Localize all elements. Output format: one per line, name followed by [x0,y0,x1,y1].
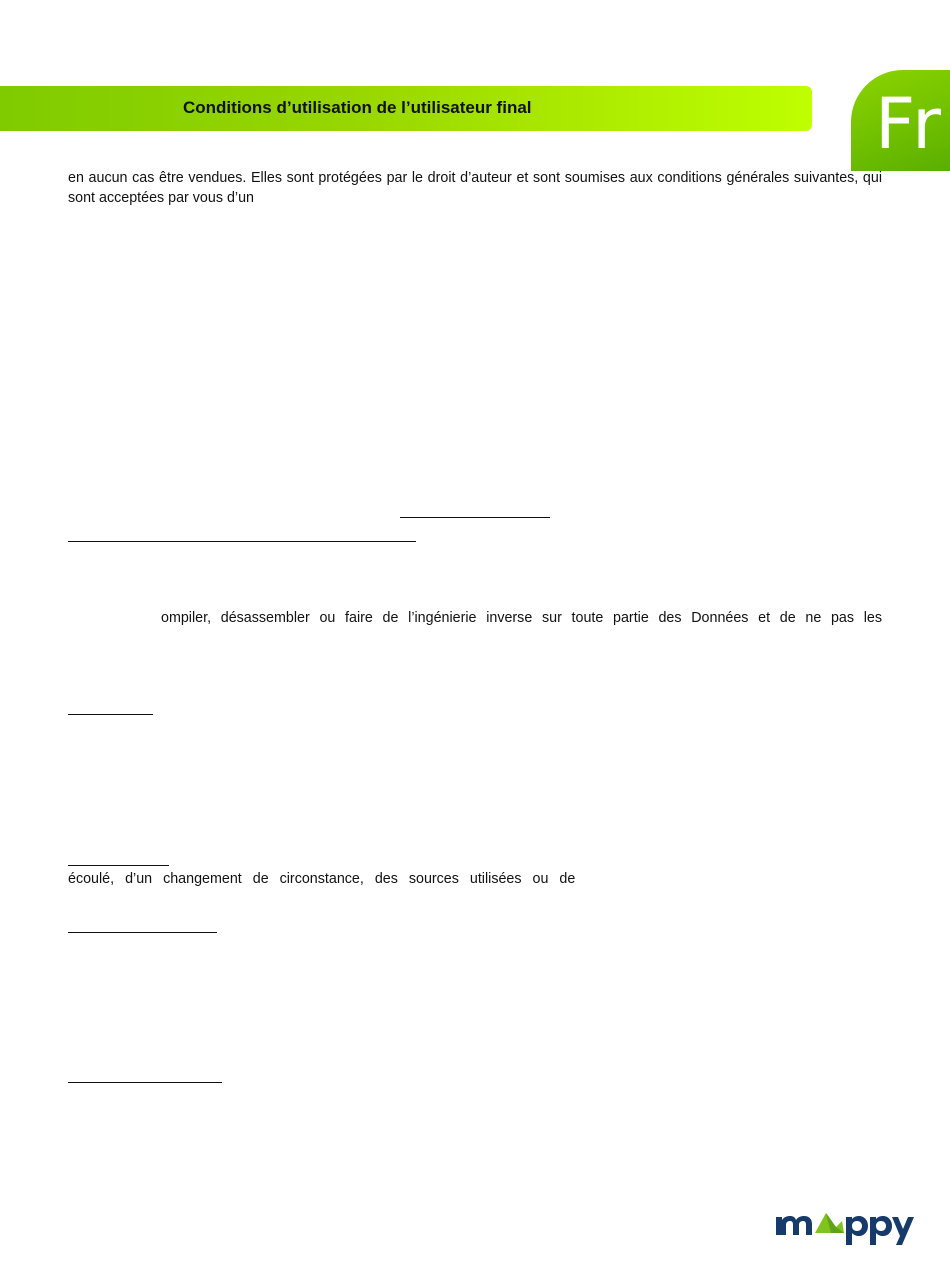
underline-rule [68,714,153,715]
document-title: Conditions d’utilisation de l’utilisateur final [183,98,532,117]
underline-rule [68,541,416,542]
language-badge-label: Fr [875,83,943,165]
underline-rule [68,932,217,933]
underline-rule [400,517,550,518]
paragraph-change: écoulé, d’un changement de circonstance, des sources utilisées ou de [68,871,576,887]
underline-rule [68,1082,222,1083]
underline-rule [68,865,169,866]
mappy-logo [774,1203,914,1249]
paragraph-intro: en aucun cas être vendues. Elles sont protégées par le droit d’auteur et sont soumises aux conditions générales suivantes, qui sont acceptées par vous d’un [68,170,882,206]
paragraph-restriction: ompiler, désassembler ou faire de l’ingénierie inverse sur toute partie des Données et de ne pas les [161,610,882,626]
